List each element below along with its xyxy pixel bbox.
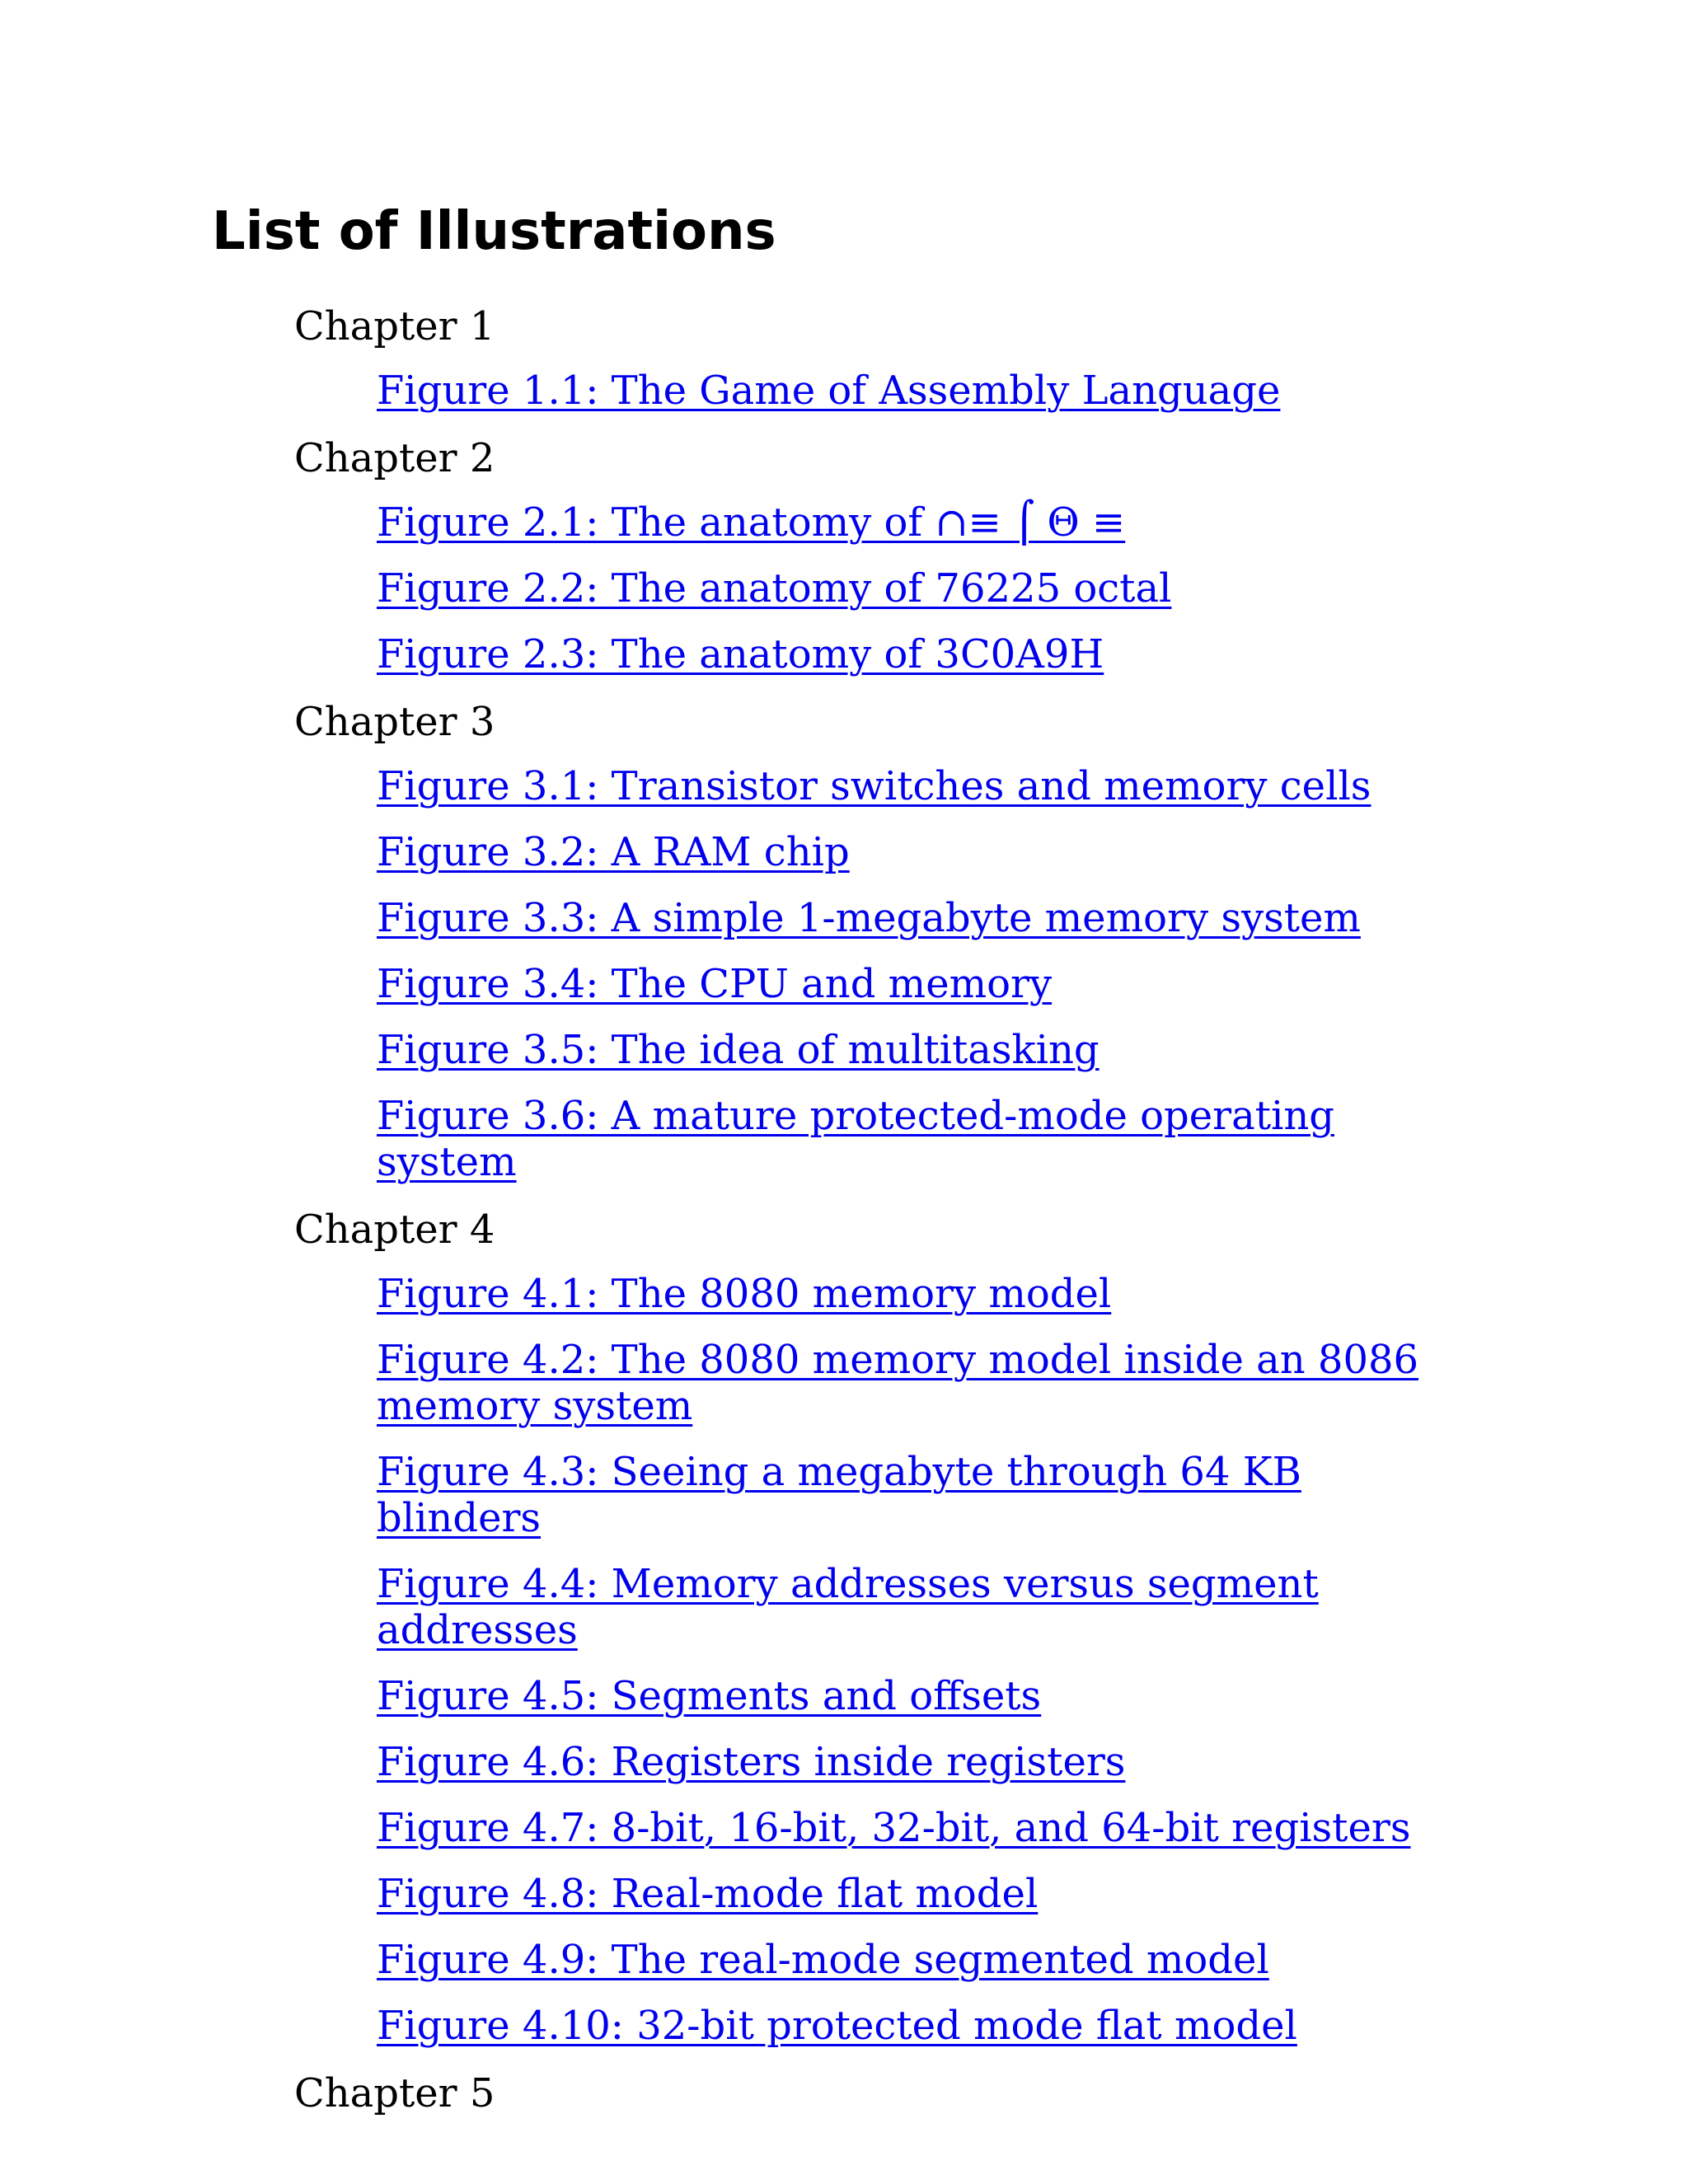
figure-link[interactable]: Figure 4.9: The real-mode segmented model bbox=[377, 1937, 1269, 1983]
figure-link[interactable]: Figure 4.8: Real-mode flat model bbox=[377, 1871, 1039, 1917]
figure-link[interactable]: Figure 2.2: The anatomy of 76225 octal bbox=[377, 565, 1172, 612]
figure-link[interactable]: Figure 4.3: Seeing a megabyte through 64 KB blinders bbox=[377, 1449, 1301, 1541]
figure-link[interactable]: Figure 4.1: The 8080 memory model bbox=[377, 1271, 1112, 1317]
figure-link[interactable]: Figure 4.10: 32-bit protected mode flat model bbox=[377, 2003, 1297, 2049]
page-title: List of Illustrations bbox=[212, 201, 776, 262]
chapter-heading: Chapter 5 bbox=[294, 2070, 495, 2116]
figure-link[interactable]: Figure 4.7: 8-bit, 16-bit, 32-bit, and 64-bit registers bbox=[377, 1805, 1411, 1851]
figure-link[interactable]: Figure 4.2: The 8080 memory model inside an 8086 memory system bbox=[377, 1337, 1419, 1429]
figure-link[interactable]: Figure 2.1: The anatomy of ∩≡ ⌠ Θ ≡ bbox=[377, 499, 1126, 546]
figure-link[interactable]: Figure 4.4: Memory addresses versus segment addresses bbox=[377, 1561, 1319, 1653]
figure-link[interactable]: Figure 2.3: The anatomy of 3C0A9H bbox=[377, 631, 1104, 677]
chapter-heading: Chapter 4 bbox=[294, 1207, 495, 1253]
chapter-heading: Chapter 3 bbox=[294, 699, 495, 745]
figure-link[interactable]: Figure 4.6: Registers inside registers bbox=[377, 1739, 1126, 1785]
figure-link[interactable]: Figure 3.2: A RAM chip bbox=[377, 829, 850, 875]
figure-link[interactable]: Figure 3.4: The CPU and memory bbox=[377, 961, 1053, 1007]
figure-link[interactable]: Figure 3.3: A simple 1-megabyte memory system bbox=[377, 895, 1361, 941]
figure-link[interactable]: Figure 3.1: Transistor switches and memory cells bbox=[377, 763, 1372, 809]
figure-link[interactable]: Figure 4.5: Segments and offsets bbox=[377, 1673, 1042, 1719]
figure-link[interactable]: Figure 1.1: The Game of Assembly Language bbox=[377, 368, 1281, 414]
figure-link[interactable]: Figure 3.5: The idea of multitasking bbox=[377, 1027, 1100, 1073]
figure-link[interactable]: Figure 3.6: A mature protected-mode operating system bbox=[377, 1093, 1335, 1185]
chapter-heading: Chapter 2 bbox=[294, 435, 495, 481]
chapter-heading: Chapter 1 bbox=[294, 303, 495, 349]
